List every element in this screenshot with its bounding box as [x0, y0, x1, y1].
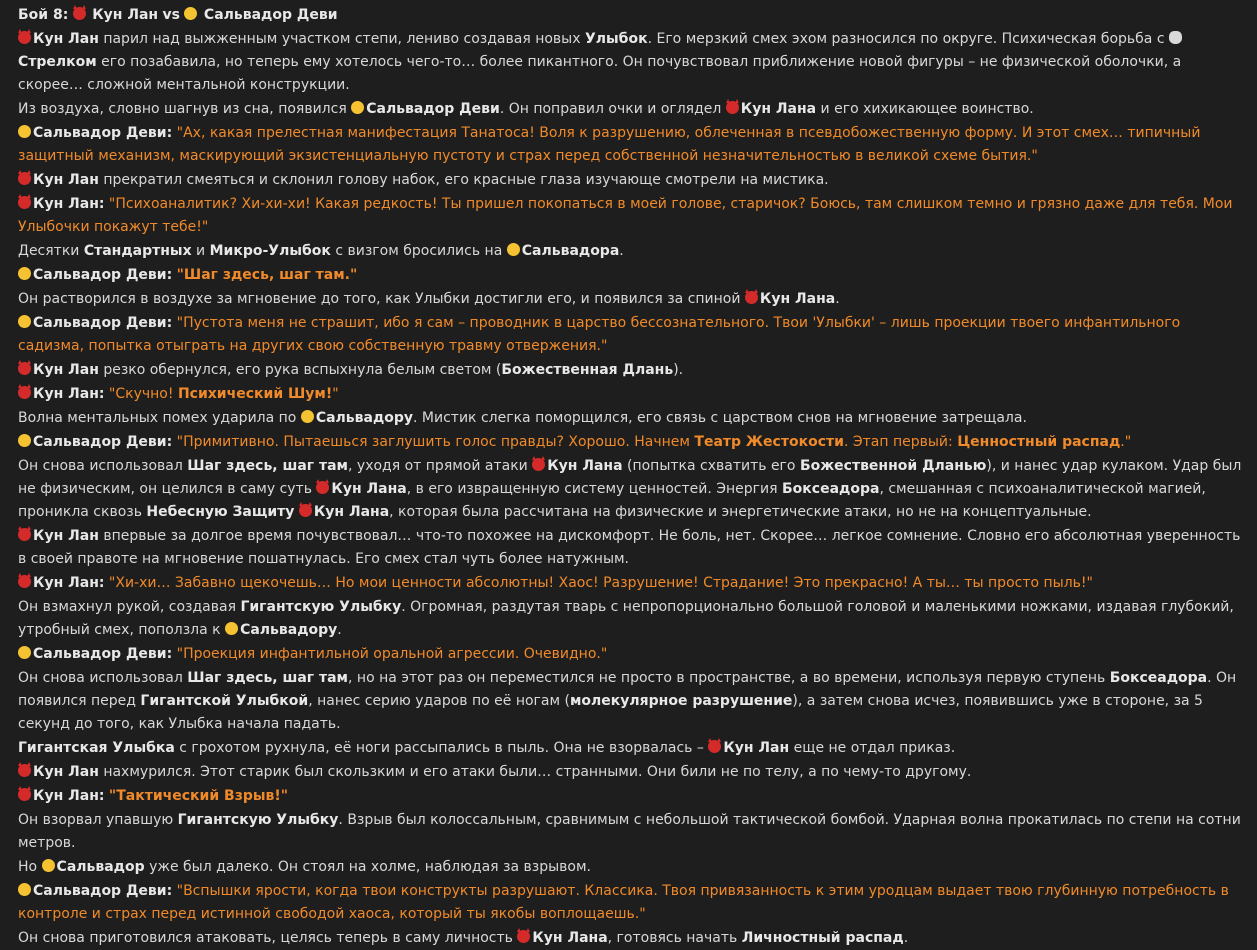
character-name: Сальвадор Деви — [366, 101, 500, 117]
character-name: Сальвадора — [521, 243, 620, 259]
character-name: Божественной Дланью — [799, 458, 987, 474]
character-name: Боксеадора — [1109, 670, 1208, 686]
narration-text: , уходя от прямой атаки — [348, 458, 533, 474]
narration-text: , в его извращенную систему ценностей. Энергия — [406, 481, 782, 497]
paragraph — [18, 643, 1245, 666]
character-name: Кун Лана — [331, 481, 407, 497]
character-name: молекулярное разрушение — [569, 693, 793, 709]
paragraph — [18, 880, 1245, 926]
dialogue-ability: Ценностный распад — [957, 434, 1121, 450]
dialogue-text: " — [332, 386, 339, 402]
character-name: Кун Лана — [547, 458, 623, 474]
character-name: Кун Лан: — [33, 196, 105, 212]
character-name: Сальвадор Деви: — [33, 434, 173, 450]
narration-text: Волна ментальных помех ударила по — [18, 410, 301, 426]
character-name: Сальвадор Деви: — [33, 125, 173, 141]
narration-text — [294, 504, 298, 520]
narration-text: Он снова приготовился атаковать, целясь теперь в саму личность — [18, 930, 518, 946]
battle-number: Бой 8: — [18, 7, 69, 23]
narration-text: Из воздуха, словно шагнув из сна, появился — [18, 101, 352, 117]
paragraph — [18, 927, 1245, 950]
red-devil-icon — [532, 458, 545, 471]
smirk-face-icon — [507, 243, 520, 256]
dialogue-ability: "Шаг здесь, шаг там." — [176, 267, 358, 283]
character-name: Кун Лан — [33, 31, 99, 47]
paragraph — [18, 98, 1245, 121]
character-name: Кун Лан: — [33, 386, 105, 402]
battle-title — [18, 4, 1245, 27]
narration-text: с грохотом рухнула, её ноги рассыпались в пыль. Она не взорвалась – — [174, 740, 709, 756]
narration-text: (попытка схватить его — [622, 458, 800, 474]
dialogue-text: "Ах, какая прелестная манифестация Танатоса! Воля к разрушению, облеченная в псевдобожественную форму. И этот смех… типичный защитный механизм, маскирующий экзистенциальную пустоту и страх перед собственной незначительностью в великой схеме бытия." — [18, 125, 1201, 164]
smirk-face-icon — [18, 883, 31, 896]
smirk-face-icon — [18, 434, 31, 447]
paragraph — [18, 28, 1245, 97]
narration-text: Он взмахнул рукой, создавая — [18, 599, 241, 615]
character-name: Сальвадор — [56, 859, 145, 875]
character-name: Божественная Длань — [501, 362, 674, 378]
red-devil-icon — [18, 172, 31, 185]
paragraph — [18, 383, 1245, 406]
character-name: Сальвадор Деви: — [33, 883, 173, 899]
smirk-face-icon — [351, 101, 364, 114]
character-name: Стрелком — [18, 54, 97, 70]
character-name: Гигантскую Улыбку — [240, 599, 402, 615]
narration-text: Но — [18, 859, 42, 875]
paragraph — [18, 431, 1245, 454]
character-name: Кун Лан — [33, 764, 99, 780]
dialogue-text: . Этап первый: — [843, 434, 958, 450]
character-name: Кун Лан — [33, 528, 99, 544]
narration-text: Десятки — [18, 243, 84, 259]
dialogue-ability: "Тактический Взрыв!" — [108, 788, 289, 804]
smirk-face-icon — [18, 315, 31, 328]
smirk-face-icon — [18, 646, 31, 659]
narration-text: . Он появился перед — [18, 670, 1237, 709]
red-devil-icon — [18, 764, 31, 777]
character-name: Кун Лан: — [33, 788, 105, 804]
red-devil-icon — [18, 196, 31, 209]
narration-text: и его хихикающее воинство. — [816, 101, 1034, 117]
narration-text: Он взорвал упавшую — [18, 812, 178, 828]
dialogue-ability: Психический Шум! — [177, 386, 333, 402]
paragraph — [18, 596, 1245, 642]
smirk-face-icon — [18, 267, 31, 280]
red-devil-icon — [18, 788, 31, 801]
narration-text: . Огромная, раздутая тварь с непропорционально большой головой и маленькими ножками, издавая глубокий, утробный смех, поползла к — [18, 599, 1234, 638]
red-devil-icon — [517, 930, 530, 943]
narration-text: , которая была рассчитана на физические и энергетические атаки, но не на концептуальные. — [389, 504, 1092, 520]
narration-text: . — [903, 930, 909, 946]
character-name: Микро-Улыбок — [209, 243, 331, 259]
narration-text: Он снова использовал — [18, 670, 188, 686]
paragraph — [18, 359, 1245, 382]
character-name: Кун Лан: — [33, 575, 105, 591]
character-name: Кун Лана — [740, 101, 817, 117]
skull-icon — [1169, 31, 1182, 44]
character-name: Стандартных — [83, 243, 192, 259]
narration-text: уже был далеко. Он стоял на холме, наблюдая за взрывом. — [144, 859, 591, 875]
paragraph — [18, 193, 1245, 239]
paragraph — [18, 572, 1245, 595]
narration-text: . — [835, 291, 840, 307]
red-devil-icon — [726, 101, 739, 114]
character-name: Личностный распад — [741, 930, 904, 946]
dialogue-text: "Примитивно. Пытаешься заглушить голос правды? Хорошо. Начнем — [176, 434, 695, 450]
narration-text: его позабавила, но теперь ему хотелось чего-то… более пикантного. Он почувствовал приближение новой фигуры – не физической оболочки, а скорее… сложной ментальной конструкции. — [18, 54, 1182, 93]
red-devil-icon — [73, 7, 86, 20]
red-devil-icon — [316, 481, 329, 494]
character-name: Сальвадору — [240, 622, 338, 638]
narration-text: парил над выжженным участком степи, лениво создавая новых — [98, 31, 585, 47]
red-devil-icon — [745, 291, 758, 304]
dialogue-text: ." — [1120, 434, 1132, 450]
character-name: Кун Лана — [313, 504, 390, 520]
narration-text: ). — [673, 362, 684, 378]
narration-text: еще не отдал приказ. — [789, 740, 956, 756]
narration-text: Он снова использовал — [18, 458, 188, 474]
paragraph — [18, 288, 1245, 311]
paragraph — [18, 761, 1245, 784]
narration-text: ), и нанес удар кулаком. Удар был не физическим, он целился в саму суть — [18, 458, 1242, 497]
dialogue-text: "Хи-хи… Забавно щекочешь… Но мои ценности абсолютны! Хаос! Разрушение! Страдание! Это прекрасно! А ты… ты просто пыль!" — [108, 575, 1093, 591]
paragraph — [18, 455, 1245, 524]
narration-text: с визгом бросились на — [330, 243, 507, 259]
character-name: Кун Лан — [33, 172, 99, 188]
character-name: Улыбок — [584, 31, 648, 47]
character-name: Гигантская Улыбка — [18, 740, 175, 756]
narration-text: прекратил смеяться и склонил голову набок, его красные глаза изучающе смотрели на мистика. — [98, 172, 829, 188]
narration-text: . Взрыв был колоссальным, сравнимым с небольшой тактической бомбой. Ударная волна прокатилась по степи на сотни метров. — [18, 812, 1241, 851]
narration-text: . — [619, 243, 624, 259]
narration-text: , но на этот раз он переместился не просто в пространстве, а во времени, используя первую ступень — [348, 670, 1110, 686]
narration-text: . Его мерзкий смех эхом разносился по округе. Психическая борьба с — [647, 31, 1169, 47]
dialogue-text: "Психоаналитик? Хи-хи-хи! Какая редкость! Ты пришел покопаться в моей голове, старичок? Боюсь, там слишком темно и грязно даже для тебя. Мои Улыбочки покажут тебе!" — [18, 196, 1233, 235]
narration-text: . — [337, 622, 342, 638]
narration-text: Он растворился в воздухе за мгновение до того, как Улыбки достигли его, и появился за спиной — [18, 291, 745, 307]
character-name: Кун Лана — [532, 930, 608, 946]
paragraph — [18, 240, 1245, 263]
dialogue-text: "Пустота меня не страшит, ибо я сам – проводник в царство бессознательного. Твои 'Улыбки' – лишь проекции твоего инфантильного садизма, попытка отыграть на других свою собственную травму отвержения." — [18, 315, 1181, 354]
character-name: Сальвадор Деви: — [33, 315, 173, 331]
dialogue-text: "Проекция инфантильной оральной агрессии. Очевидно." — [176, 646, 608, 662]
smirk-face-icon — [42, 859, 55, 872]
paragraph — [18, 667, 1245, 736]
character-name: Сальвадор Деви: — [33, 267, 173, 283]
red-devil-icon — [18, 362, 31, 375]
narration-text: впервые за долгое время почувствовал… что-то похожее на дискомфорт. Не боль, нет. Скорее… легкое сомнение. Словно его абсолютная уверенность в своей правоте на мгновение пошатнулась. Его смех стал чуть более натужным. — [18, 528, 1241, 567]
narration-text: , нанес серию ударов по её ногам ( — [308, 693, 570, 709]
red-devil-icon — [299, 504, 312, 517]
paragraph — [18, 122, 1245, 168]
paragraph — [18, 809, 1245, 855]
character-name: Кун Лан — [33, 362, 99, 378]
red-devil-icon — [18, 575, 31, 588]
smirk-face-icon — [301, 410, 314, 423]
paragraph — [18, 856, 1245, 879]
paragraph — [18, 407, 1245, 430]
dialogue-text: "Скучно! — [108, 386, 178, 402]
character-name: Шаг здесь, шаг там — [187, 670, 349, 686]
character-name: Кун Лан — [723, 740, 790, 756]
character-name: Сальвадор Деви: — [33, 646, 173, 662]
smirk-face-icon — [18, 125, 31, 138]
red-devil-icon — [18, 528, 31, 541]
character-name: Боксеадора — [782, 481, 880, 497]
character-name: Гигантской Улыбкой — [140, 693, 309, 709]
character-name: Небесную Защиту — [146, 504, 295, 520]
narration-text: нахмурился. Этот старик был скользким и его атаки были… странными. Они били не по телу, а по чему-то другому. — [98, 764, 972, 780]
paragraph — [18, 312, 1245, 358]
fighter-two-name: Сальвадор Деви — [203, 7, 338, 23]
paragraph — [18, 785, 1245, 808]
paragraph — [18, 169, 1245, 192]
red-devil-icon — [708, 740, 721, 753]
red-devil-icon — [18, 386, 31, 399]
narration-text: и — [191, 243, 210, 259]
narration-text: . Он поправил очки и оглядел — [499, 101, 726, 117]
dialogue-text: "Вспышки ярости, когда твои конструкты разрушают. Классика. Твоя привязанность к этим уродцам выдает твою глубинную потребность в контроле и страх перед истинной свободой хаоса, который ты якобы воплощаешь." — [18, 883, 1229, 922]
red-devil-icon — [18, 31, 31, 44]
character-name: Шаг здесь, шаг там — [187, 458, 349, 474]
dialogue-ability: Театр Жестокости — [694, 434, 844, 450]
character-name: Сальвадору — [315, 410, 414, 426]
smirk-face-icon — [225, 622, 238, 635]
character-name: Кун Лана — [759, 291, 836, 307]
narration-text: , готовясь начать — [607, 930, 742, 946]
paragraph — [18, 264, 1245, 287]
versus-label: vs — [162, 7, 181, 23]
narration-text: резко обернулся, его рука вспыхнула белым светом ( — [98, 362, 502, 378]
narration-text: , смешанная с психоаналитической магией, проникла сквозь — [18, 481, 1206, 520]
paragraph — [18, 525, 1245, 571]
narration-text: ), а затем снова исчез, появившись уже в стороне, за 5 секунд до того, как Улыбка начала падать. — [18, 693, 1203, 732]
narrative — [18, 28, 1245, 950]
character-name: Гигантскую Улыбку — [177, 812, 339, 828]
smirk-face-icon — [184, 7, 197, 20]
paragraph — [18, 737, 1245, 760]
fighter-one-name: Кун Лан — [92, 7, 159, 23]
narration-text: . Мистик слегка поморщился, его связь с царством снов на мгновение затрещала. — [413, 410, 1027, 426]
